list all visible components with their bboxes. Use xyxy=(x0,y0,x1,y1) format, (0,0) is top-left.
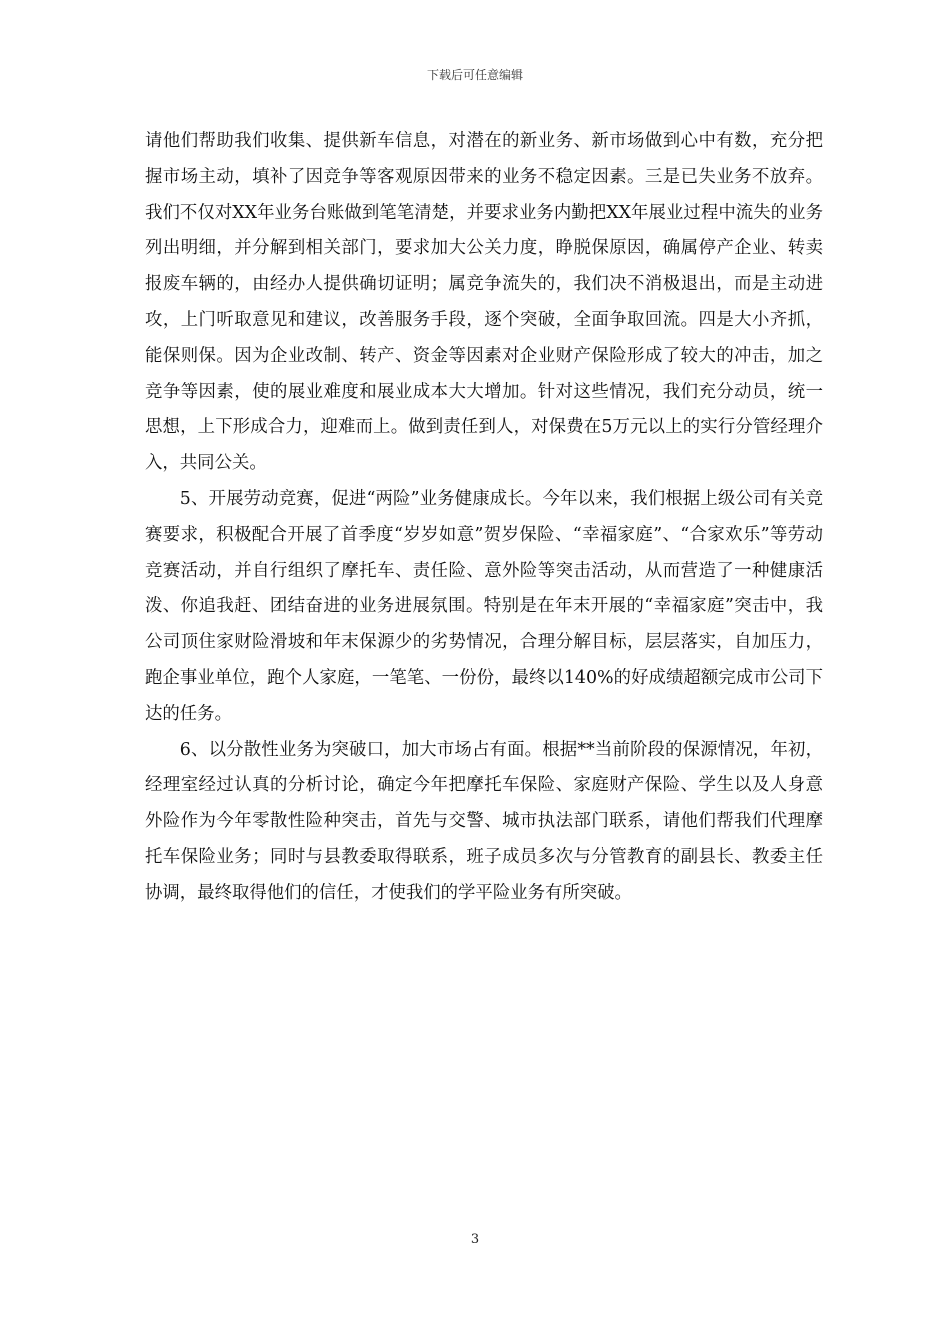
paragraph-labor-competition: 5、开展劳动竞赛，促进“两险”业务健康成长。今年以来，我们根据上级公司有关竞赛要求，积极配合开展了首季度“岁岁如意”贺岁保险、“幸福家庭”、“合家欢乐”等劳动竞赛活动，并自行组织了摩托车、责任险、意外险等突击活动，从而营造了一种健康活泼、你追我赶、团结奋进的业务进展氛围。特别是在年末开展的“幸福家庭”突击中，我公司顶住家财险滑坡和年末保源少的劣势情况，合理分解目标，层层落实，自加压力，跑企事业单位，跑个人家庭，一笔笔、一份份，最终以140%的好成绩超额完成市公司下达的任务。 xyxy=(145,488,823,724)
paragraph-scattered-business: 6、以分散性业务为突破口，加大市场占有面。根据**当前阶段的保源情况，年初，经理室经过认真的分析讨论，确定今年把摩托车保险、家庭财产保险、学生以及人身意外险作为今年零散性险种突击，首先与交警、城市执法部门联系，请他们帮我们代理摩托车保险业务；同时与县教委取得联系，班子成员多次与分管教育的副县长、教委主任协调，最终取得他们的信任，才使我们的学平险业务有所突破。 xyxy=(145,739,823,903)
page-number: 3 xyxy=(470,1232,480,1247)
paragraph-continuation: 请他们帮助我们收集、提供新车信息，对潜在的新业务、新市场做到心中有数，充分把握市场主动，填补了因竞争等客观原因带来的业务不稳定因素。三是已失业务不放弃。我们不仅对XX年业务台账做到笔笔清楚，并要求业务内勤把XX年展业过程中流失的业务列出明细，并分解到相关部门，要求加大公关力度，睁脱保原因，确属停产企业、转卖报废车辆的，由经办人提供确切证明；属竞争流失的，我们决不消极退出，而是主动进攻，上门听取意见和建议，改善服务手段，逐个突破，全面争取回流。四是大小齐抓，能保则保。因为企业改制、转产、资金等因素对企业财产保险形成了较大的冲击，加之竞争等因素，使的展业难度和展业成本大大增加。针对这些情况，我们充分动员，统一思想，上下形成合力，迎难而上。做到责任到人，对保费在5万元以上的实行分管经理介入，共同公关。 xyxy=(145,131,823,474)
document-body xyxy=(145,124,823,912)
page-header: 下载后可任意编辑 xyxy=(426,68,523,82)
